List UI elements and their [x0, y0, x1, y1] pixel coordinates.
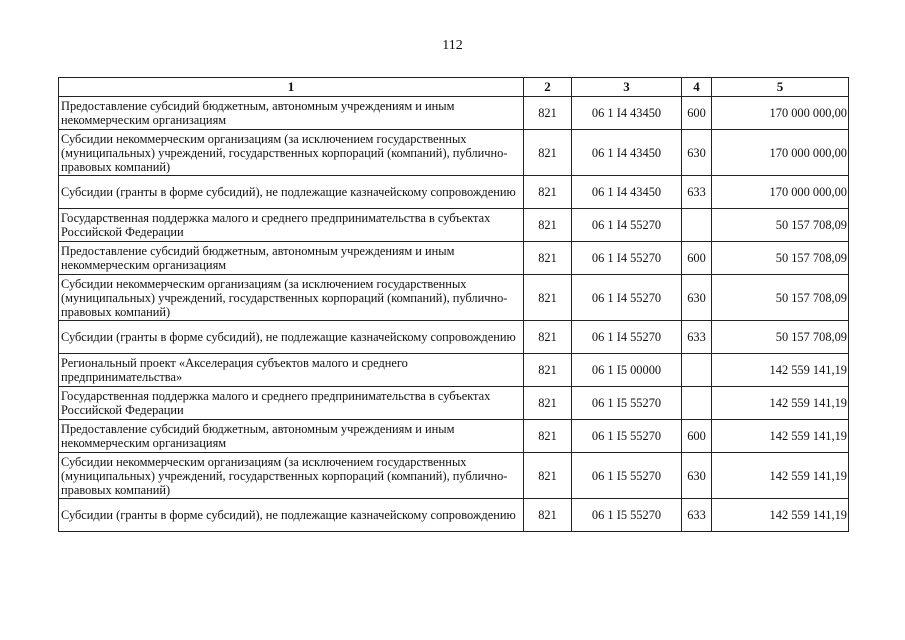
row-name: Государственная поддержка малого и среднего предпринимательства в субъектах Российской Федерации: [59, 209, 524, 242]
row-amount: 170 000 000,00: [712, 176, 849, 209]
row-code: 821: [524, 209, 572, 242]
row-target: 06 1 I4 43450: [572, 176, 682, 209]
row-amount: 142 559 141,19: [712, 387, 849, 420]
row-type: 600: [682, 97, 712, 130]
row-type: 633: [682, 176, 712, 209]
row-type: [682, 354, 712, 387]
row-code: 821: [524, 499, 572, 532]
table-row: [59, 209, 849, 242]
row-type: 633: [682, 499, 712, 532]
row-target: 06 1 I4 43450: [572, 130, 682, 176]
row-type: [682, 209, 712, 242]
row-code: 821: [524, 130, 572, 176]
row-amount: 50 157 708,09: [712, 242, 849, 275]
budget-table: [58, 77, 849, 532]
row-amount: 142 559 141,19: [712, 499, 849, 532]
row-amount: 50 157 708,09: [712, 275, 849, 321]
row-type: 630: [682, 275, 712, 321]
row-type: 600: [682, 420, 712, 453]
table-row: [59, 275, 849, 321]
row-code: 821: [524, 275, 572, 321]
row-type: 633: [682, 321, 712, 354]
row-type: 600: [682, 242, 712, 275]
row-name: Государственная поддержка малого и среднего предпринимательства в субъектах Российской Федерации: [59, 387, 524, 420]
row-code: 821: [524, 321, 572, 354]
column-header-code: 2: [524, 78, 572, 97]
row-code: 821: [524, 387, 572, 420]
row-target: 06 1 I5 55270: [572, 387, 682, 420]
row-target: 06 1 I4 55270: [572, 321, 682, 354]
row-target: 06 1 I4 55270: [572, 242, 682, 275]
row-amount: 142 559 141,19: [712, 420, 849, 453]
row-name: Предоставление субсидий бюджетным, автономным учреждениям и иным некоммерческим организациям: [59, 420, 524, 453]
row-amount: 50 157 708,09: [712, 321, 849, 354]
table-row: [59, 420, 849, 453]
table-row: [59, 176, 849, 209]
column-header-name: 1: [59, 78, 524, 97]
row-name: Субсидии некоммерческим организациям (за исключением государственных (муниципальных) учреждений, государственных корпораций (компаний), публично-правовых компаний): [59, 453, 524, 499]
row-name: Субсидии (гранты в форме субсидий), не подлежащие казначейскому сопровождению: [59, 321, 524, 354]
row-code: 821: [524, 354, 572, 387]
row-code: 821: [524, 453, 572, 499]
row-name: Региональный проект «Акселерация субъектов малого и среднего предпринимательства»: [59, 354, 524, 387]
row-type: [682, 387, 712, 420]
table-row: [59, 499, 849, 532]
row-amount: 142 559 141,19: [712, 354, 849, 387]
row-type: 630: [682, 453, 712, 499]
row-target: 06 1 I4 55270: [572, 275, 682, 321]
row-name: Субсидии (гранты в форме субсидий), не подлежащие казначейскому сопровождению: [59, 176, 524, 209]
row-code: 821: [524, 242, 572, 275]
row-amount: 170 000 000,00: [712, 97, 849, 130]
row-name: Субсидии (гранты в форме субсидий), не подлежащие казначейскому сопровождению: [59, 499, 524, 532]
column-header-type: 4: [682, 78, 712, 97]
column-header-target: 3: [572, 78, 682, 97]
table-header-row: [59, 78, 849, 97]
row-name: Субсидии некоммерческим организациям (за исключением государственных (муниципальных) учреждений, государственных корпораций (компаний), публично-правовых компаний): [59, 275, 524, 321]
row-target: 06 1 I4 55270: [572, 209, 682, 242]
row-name: Предоставление субсидий бюджетным, автономным учреждениям и иным некоммерческим организациям: [59, 97, 524, 130]
table-row: [59, 242, 849, 275]
table-row: [59, 387, 849, 420]
row-code: 821: [524, 176, 572, 209]
row-target: 06 1 I5 55270: [572, 453, 682, 499]
row-code: 821: [524, 97, 572, 130]
table-row: [59, 97, 849, 130]
table-row: [59, 130, 849, 176]
table-row: [59, 321, 849, 354]
row-amount: 50 157 708,09: [712, 209, 849, 242]
row-target: 06 1 I5 55270: [572, 420, 682, 453]
column-header-amount: 5: [712, 78, 849, 97]
row-name: Предоставление субсидий бюджетным, автономным учреждениям и иным некоммерческим организациям: [59, 242, 524, 275]
row-amount: 142 559 141,19: [712, 453, 849, 499]
page-number: 112: [442, 38, 463, 53]
table-row: [59, 354, 849, 387]
row-target: 06 1 I5 55270: [572, 499, 682, 532]
table-row: [59, 453, 849, 499]
row-target: 06 1 I4 43450: [572, 97, 682, 130]
row-name: Субсидии некоммерческим организациям (за исключением государственных (муниципальных) учреждений, государственных корпораций (компаний), публично-правовых компаний): [59, 130, 524, 176]
row-code: 821: [524, 420, 572, 453]
row-type: 630: [682, 130, 712, 176]
row-amount: 170 000 000,00: [712, 130, 849, 176]
row-target: 06 1 I5 00000: [572, 354, 682, 387]
